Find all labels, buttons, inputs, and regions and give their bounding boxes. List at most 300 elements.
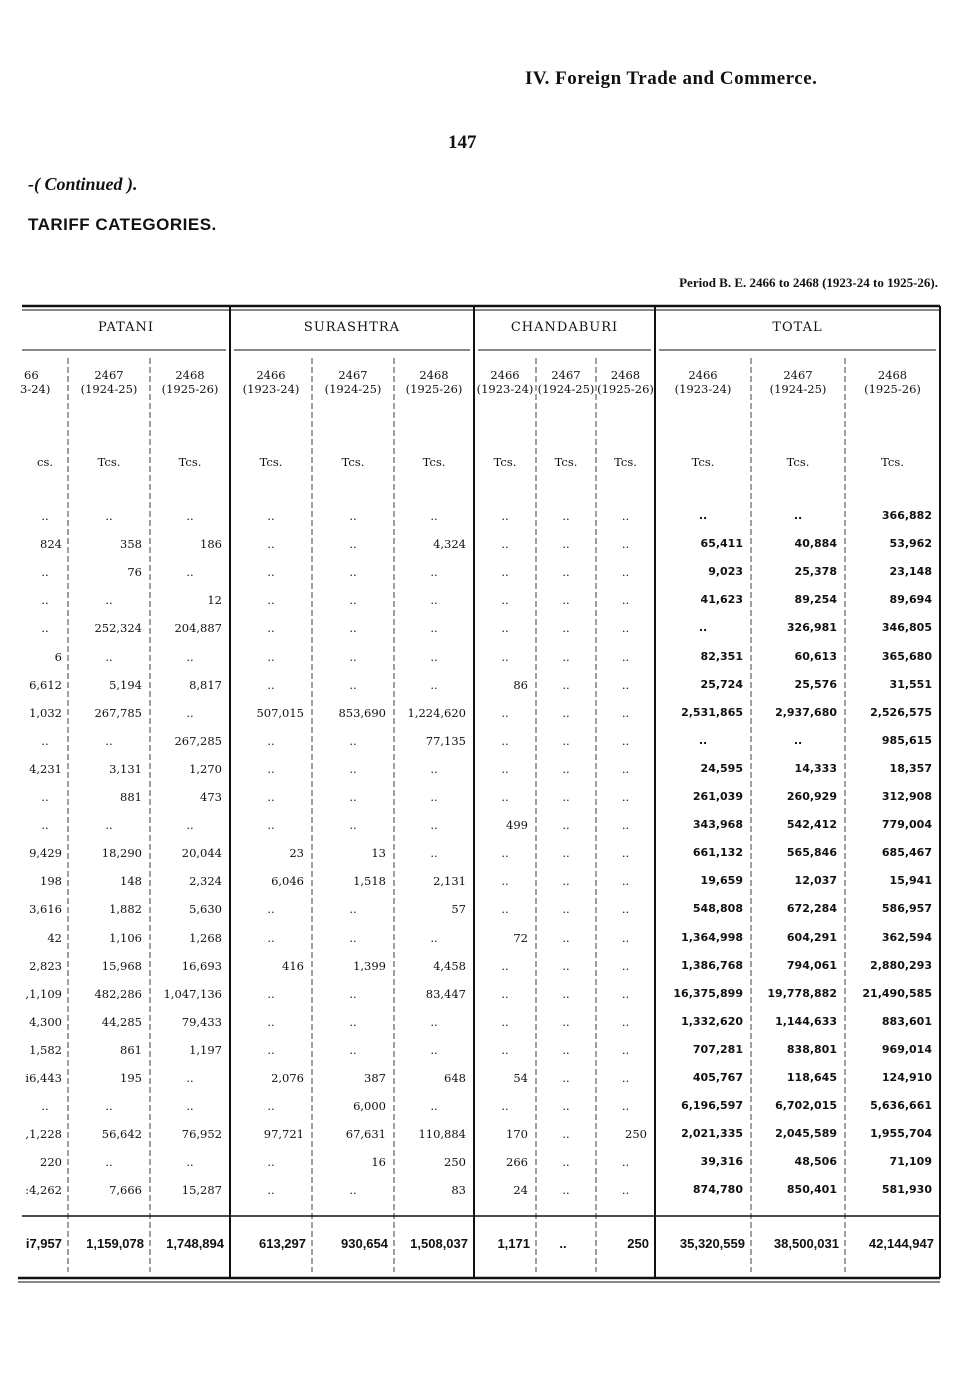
column-year-header: 2466	[256, 368, 286, 382]
table-cell: 1,882	[109, 902, 142, 917]
table-cell: 542,412	[786, 818, 837, 832]
table-cell: 13	[371, 846, 386, 861]
column-unit-header: Tcs.	[786, 455, 810, 469]
column-period-header: (1925-26)	[405, 382, 463, 396]
table-cell: 648	[444, 1071, 466, 1085]
table-cell: 969,014	[881, 1042, 932, 1056]
table-cell: 7,666	[109, 1183, 142, 1198]
group-surashtra: SURASHTRA	[303, 320, 401, 335]
table-cell: ..	[267, 1155, 275, 1170]
table-cell: 6,196,597	[681, 1099, 743, 1113]
table-cell: 881	[120, 790, 142, 804]
table-cell: 170	[506, 1127, 528, 1142]
totals-cell: 35,320,559	[679, 1236, 745, 1251]
table-cell: 499	[506, 818, 528, 833]
table-cell: ..	[621, 846, 630, 861]
table-cell: ..	[562, 986, 570, 1001]
table-cell: 1,386,768	[681, 958, 743, 972]
table-cell: 2,823	[29, 958, 62, 973]
table-cell: ..	[562, 565, 570, 580]
table-cell: ..	[349, 790, 357, 804]
table-cell: ..	[621, 1071, 630, 1085]
table-cell: ..	[501, 790, 509, 804]
table-cell: ..	[105, 509, 113, 523]
table-cell: ..	[621, 649, 630, 664]
table-cell: 195	[120, 1071, 142, 1085]
table-cell: ..	[562, 1099, 570, 1114]
table-cell: 1,364,998	[681, 930, 743, 944]
table-cell: ..	[186, 1155, 194, 1170]
column-year-header: 2468	[419, 368, 449, 382]
table-cell: 97,721	[263, 1127, 304, 1142]
table-cell: 853,690	[338, 705, 386, 720]
page-number: 147	[448, 132, 477, 153]
table-cell: ..	[41, 621, 49, 636]
table-cell: 358	[120, 537, 142, 552]
table-cell: 1,268	[189, 930, 222, 945]
table-cell: ..	[349, 986, 357, 1001]
table-cell: ..	[267, 1099, 275, 1114]
table-cell: 12	[207, 593, 222, 608]
table-cell: ..	[698, 733, 708, 747]
table-cell: ..	[430, 565, 438, 580]
table-cell: ..	[501, 733, 509, 748]
table-cell: 220	[40, 1155, 62, 1170]
table-cell: 15,941	[889, 874, 932, 888]
table-cell: 405,767	[692, 1071, 743, 1084]
table-cell: ..	[621, 593, 630, 608]
table-cell: ..	[621, 930, 630, 945]
table-cell: ..	[349, 621, 357, 636]
table-cell: 1,032	[29, 705, 62, 720]
table-cell: 661,132	[692, 846, 743, 860]
table-cell: 1,270	[189, 761, 222, 776]
table-cell: 346,805	[881, 621, 932, 635]
table-cell: 365,680	[881, 649, 932, 663]
table-cell: ..	[562, 902, 570, 917]
table-cell: 507,015	[256, 705, 304, 720]
table-cell: ..	[621, 509, 630, 523]
column-year-header: 2467	[551, 368, 581, 382]
table-cell: ..	[562, 1014, 570, 1029]
table-cell: ..	[621, 1155, 630, 1170]
table-cell: ..	[186, 818, 194, 833]
table-cell: ..	[621, 1099, 630, 1114]
column-year-header: 2466	[688, 368, 718, 382]
table-cell: 672,284	[786, 902, 837, 916]
column-period-header: (1923-24)	[476, 382, 534, 396]
table-cell: ..	[41, 790, 49, 804]
table-cell: 16,693	[181, 958, 222, 973]
table-cell: 42	[47, 930, 62, 945]
table-cell: ..	[186, 705, 194, 720]
table-cell: 19,659	[700, 874, 743, 888]
column-year-header: 2467	[338, 368, 368, 382]
table-cell: 366,882	[881, 509, 932, 522]
table-cell: 186	[200, 537, 222, 552]
table-cell: ..	[562, 874, 570, 889]
table-cell: ..	[267, 902, 275, 917]
totals-cell: 38,500,031	[773, 1236, 839, 1251]
table-cell: 25,378	[794, 565, 837, 579]
column-unit-header: Tcs.	[493, 455, 517, 469]
table-cell: ..	[105, 733, 113, 748]
table-cell: ..	[41, 593, 49, 608]
table-cell: ..	[105, 1099, 113, 1114]
table-cell: ..	[621, 958, 630, 973]
table-cell: ..	[793, 509, 803, 522]
table-cell: ..	[793, 733, 803, 747]
table-cell: ..	[562, 1127, 570, 1142]
table-cell: 267,285	[174, 733, 222, 748]
column-period-header: (1923-24)	[242, 382, 300, 396]
table-cell: 83	[451, 1183, 466, 1198]
table-cell: ..	[501, 958, 509, 973]
table-cell: 4,300	[29, 1014, 62, 1029]
table-cell: 252,324	[94, 621, 142, 636]
table-cell: ..	[501, 1042, 509, 1057]
column-period-header: (1924-25)	[769, 382, 827, 396]
table-cell: ..	[186, 1071, 194, 1085]
table-cell: ..	[501, 874, 509, 889]
table-cell: 2,131	[433, 874, 466, 889]
column-year-header: 2466	[490, 368, 520, 382]
table-cell: 985,615	[881, 733, 932, 747]
table-cell: 4,231	[29, 761, 62, 776]
table-cell: ..	[562, 930, 570, 945]
table-cell: 548,808	[692, 902, 743, 916]
table-cell: ..	[501, 593, 509, 608]
table-cell: ..	[267, 790, 275, 804]
table-cell: 1,224,620	[407, 705, 466, 720]
column-unit-header: Tcs.	[97, 455, 121, 469]
table-cell: ..	[41, 1099, 49, 1114]
table-cell: ..	[501, 1099, 509, 1114]
table-cell: 89,254	[794, 593, 837, 607]
table-cell: 65,411	[700, 537, 743, 551]
table-cell: ..	[621, 761, 630, 776]
table-cell: 86	[513, 677, 528, 692]
period-caption: Period B. E. 2466 to 2468 (1923-24 to 1925-26).	[679, 275, 938, 290]
table-cell: 779,004	[881, 818, 932, 832]
table-cell: ..	[621, 537, 630, 552]
table-cell: 23	[289, 846, 304, 861]
table-cell: ..	[621, 1014, 630, 1029]
table-cell: ..	[349, 565, 357, 580]
table-cell: 77,135	[425, 733, 466, 748]
table-cell: ..	[267, 509, 275, 523]
table-cell: ..	[621, 565, 630, 580]
table-cell: 581,930	[881, 1183, 932, 1197]
table-cell: 25,724	[700, 677, 743, 691]
table-cell: ..	[621, 1042, 630, 1057]
table-cell: 1,399	[353, 958, 386, 973]
table-cell: ..	[186, 1099, 194, 1114]
table-cell: 24,595	[700, 761, 743, 775]
column-year-header: 2468	[877, 368, 908, 382]
table-cell: 15,968	[101, 958, 142, 973]
table-cell: 76,952	[181, 1127, 222, 1142]
table-cell: ..	[349, 902, 357, 917]
table-cell: 39,316	[700, 1155, 743, 1169]
group-patani: PATANI	[97, 320, 155, 335]
table-cell: ..	[186, 649, 194, 664]
table-cell: ..	[562, 649, 570, 664]
table-cell: 60,613	[794, 649, 837, 663]
table-cell: 56,642	[101, 1127, 142, 1142]
table-cell: ,1,109	[25, 986, 62, 1001]
table-cell: 250	[444, 1155, 466, 1170]
table-cell: 3,131	[109, 761, 142, 776]
table-cell: :4,262	[25, 1183, 62, 1198]
table-cell: 31,551	[889, 677, 932, 691]
table-cell: ..	[349, 761, 357, 776]
column-unit-header: Tcs.	[259, 455, 283, 469]
group-total: TOTAL	[772, 320, 823, 335]
table-cell: ..	[267, 1183, 275, 1198]
table-cell: 267,785	[94, 705, 142, 720]
table-cell: ..	[41, 733, 49, 748]
totals-cell: i7,957	[25, 1236, 62, 1251]
table-cell: ..	[430, 1042, 438, 1057]
totals-cell: 42,144,947	[868, 1236, 934, 1251]
table-cell: 1,144,633	[775, 1014, 837, 1028]
table-cell: ..	[698, 509, 708, 522]
column-unit-header: Tcs.	[691, 455, 715, 469]
table-cell: ..	[349, 593, 357, 608]
table-cell: ..	[349, 1183, 357, 1198]
table-cell: ..	[562, 1155, 570, 1170]
tariff-categories-heading: TARIFF CATEGORIES.	[28, 215, 217, 234]
table-cell: ..	[267, 733, 275, 748]
table-cell: 48,506	[794, 1155, 837, 1169]
table-cell: 2,937,680	[775, 705, 837, 719]
table-cell: 1,047,136	[163, 986, 222, 1001]
table-cell: 387	[364, 1071, 386, 1085]
table-cell: ..	[267, 649, 275, 664]
column-year-header: 2468	[175, 368, 205, 382]
table-cell: ..	[621, 902, 630, 917]
table-cell: ..	[267, 1014, 275, 1029]
table-cell: 473	[200, 790, 222, 804]
table-cell: 67,631	[345, 1127, 386, 1142]
table-cell: 3,616	[29, 902, 62, 917]
table-cell: ..	[105, 818, 113, 833]
column-unit-header: cs.	[37, 455, 53, 469]
table-cell: ..	[349, 818, 357, 833]
table-cell: 23,148	[889, 565, 932, 579]
table-cell: 20,044	[181, 846, 222, 861]
table-cell: 40,884	[794, 537, 837, 551]
column-period-header: (1924-25)	[537, 382, 595, 396]
table-cell: 883,601	[881, 1014, 932, 1028]
table-cell: ..	[562, 818, 570, 833]
table-cell: ..	[562, 761, 570, 776]
table-cell: ..	[267, 565, 275, 580]
totals-cell: 1,508,037	[410, 1236, 468, 1251]
table-cell: ..	[267, 677, 275, 692]
column-period-header: (1925-26)	[864, 382, 921, 396]
table-cell: 148	[120, 874, 142, 889]
table-cell: ..	[349, 537, 357, 552]
table-cell: 2,021,335	[681, 1127, 743, 1141]
table-cell: 14,333	[794, 761, 837, 775]
table-cell: 12,037	[794, 874, 837, 888]
totals-cell: ..	[559, 1236, 567, 1251]
table-cell: ..	[501, 705, 509, 720]
table-cell: ..	[698, 621, 708, 635]
table-cell: ..	[349, 649, 357, 664]
table-cell: 604,291	[786, 930, 837, 944]
table-cell: 15,287	[181, 1183, 222, 1198]
table-cell: ..	[501, 761, 509, 776]
table-cell: 6	[54, 649, 62, 664]
table-cell: 4,324	[433, 537, 466, 552]
table-cell: 362,594	[881, 930, 932, 944]
table-cell: 707,281	[692, 1042, 743, 1056]
totals-cell: 1,171	[497, 1236, 530, 1251]
table-cell: 5,194	[109, 677, 142, 692]
table-cell: ..	[41, 509, 49, 523]
table-cell: 16,375,899	[673, 986, 743, 1000]
table-cell: ,1,228	[25, 1127, 62, 1142]
table-cell: 110,884	[418, 1127, 466, 1142]
table-cell: ..	[562, 733, 570, 748]
table-cell: 24	[513, 1183, 528, 1198]
table-cell: ..	[186, 509, 194, 523]
table-cell: ..	[41, 818, 49, 833]
table-cell: 261,039	[692, 790, 743, 803]
table-cell: 53,962	[889, 537, 932, 551]
table-cell: 1,197	[189, 1042, 222, 1057]
table-cell: 2,531,865	[681, 705, 743, 719]
table-cell: 4,458	[433, 958, 466, 973]
table-cell: 416	[282, 958, 304, 973]
table-cell: ..	[267, 930, 275, 945]
table-cell: ..	[105, 649, 113, 664]
table-cell: ..	[562, 705, 570, 720]
table-cell: ..	[501, 986, 509, 1001]
table-cell: ..	[430, 649, 438, 664]
table-cell: 2,880,293	[870, 958, 932, 972]
table-cell: ..	[501, 537, 509, 552]
table-cell: ..	[501, 649, 509, 664]
table-cell: ..	[621, 1183, 630, 1198]
table-cell: 838,801	[786, 1042, 837, 1056]
table-cell: ..	[349, 930, 357, 945]
column-unit-header: Tcs.	[554, 455, 578, 469]
table-cell: ..	[349, 733, 357, 748]
table-cell: ..	[267, 621, 275, 636]
table-cell: ..	[562, 509, 570, 523]
table-cell: 71,109	[889, 1155, 932, 1169]
table-cell: ..	[621, 677, 630, 692]
table-cell: ..	[562, 1183, 570, 1198]
column-unit-header: Tcs.	[178, 455, 202, 469]
table-cell: 204,887	[174, 621, 222, 636]
table-cell: ..	[430, 790, 438, 804]
table-cell: 8,817	[189, 677, 222, 692]
table-cell: ..	[349, 509, 357, 523]
column-period-header: (1925-26)	[597, 382, 654, 396]
table-cell: 565,846	[786, 846, 837, 860]
table-cell: 89,694	[889, 593, 932, 607]
table-cell: 586,957	[881, 902, 932, 916]
table-cell: ..	[501, 1014, 509, 1029]
column-period-header: (1925-26)	[161, 382, 219, 396]
table-cell: ..	[501, 846, 509, 861]
table-cell: ..	[267, 761, 275, 776]
table-cell: 118,645	[786, 1071, 837, 1084]
table-cell: 2,324	[189, 874, 222, 889]
table-cell: 2,526,575	[870, 705, 932, 719]
table-cell: 312,908	[881, 790, 932, 803]
table-cell: 861	[120, 1042, 142, 1057]
column-unit-header: Tcs.	[881, 455, 904, 469]
table-cell: 6,000	[353, 1099, 386, 1114]
table-cell: ..	[501, 902, 509, 917]
column-year-header: 2468	[610, 368, 641, 382]
table-cell: 83,447	[425, 986, 466, 1001]
table-cell: 54	[513, 1071, 528, 1085]
group-chandaburi: CHANDABURI	[510, 320, 619, 335]
table-cell: ..	[430, 846, 438, 861]
table-cell: ..	[621, 621, 630, 636]
table-cell: 82,351	[700, 649, 743, 663]
table-cell: ..	[501, 621, 509, 636]
table-cell: ..	[430, 509, 438, 523]
table-cell: ..	[267, 986, 275, 1001]
table-cell: 685,467	[881, 846, 932, 860]
table-cell: 250	[625, 1127, 647, 1142]
column-period-header: 3-24)	[20, 382, 51, 396]
table-cell: 482,286	[94, 986, 142, 1001]
table-cell: 794,061	[786, 958, 837, 972]
totals-cell: 1,159,078	[86, 1236, 144, 1251]
column-year-header: 2467	[783, 368, 813, 382]
table-cell: 6,046	[271, 874, 304, 889]
column-unit-header: Tcs.	[422, 455, 446, 469]
table-cell: ..	[430, 761, 438, 776]
table-cell: ..	[186, 565, 194, 580]
table-cell: ..	[501, 565, 509, 580]
table-cell: 2,045,589	[775, 1127, 837, 1141]
table-cell: ..	[349, 1014, 357, 1029]
table-cell: 16	[371, 1155, 386, 1170]
table-cell: ..	[501, 509, 509, 523]
table-cell: 326,981	[786, 621, 837, 635]
table-cell: ..	[430, 818, 438, 833]
table-cell: ..	[349, 1042, 357, 1057]
table-cell: 19,778,882	[767, 986, 837, 1000]
table-cell: ..	[621, 705, 630, 720]
table-cell: 1,955,704	[870, 1127, 932, 1141]
table-cell: ..	[267, 537, 275, 552]
table-cell: 79,433	[181, 1014, 222, 1029]
table-cell: ..	[430, 930, 438, 945]
column-year-header: 2467	[94, 368, 124, 382]
table-cell: 198	[40, 874, 62, 889]
totals-cell: 250	[627, 1236, 649, 1251]
table-cell: ..	[562, 621, 570, 636]
section-title: IV. Foreign Trade and Commerce.	[525, 68, 818, 89]
column-period-header: (1924-25)	[324, 382, 382, 396]
table-cell: 260,929	[786, 790, 837, 803]
table-cell: ..	[267, 1042, 275, 1057]
table-cell: ..	[621, 733, 630, 748]
totals-cell: 930,654	[341, 1236, 388, 1251]
table-cell: 21,490,585	[862, 986, 932, 1000]
